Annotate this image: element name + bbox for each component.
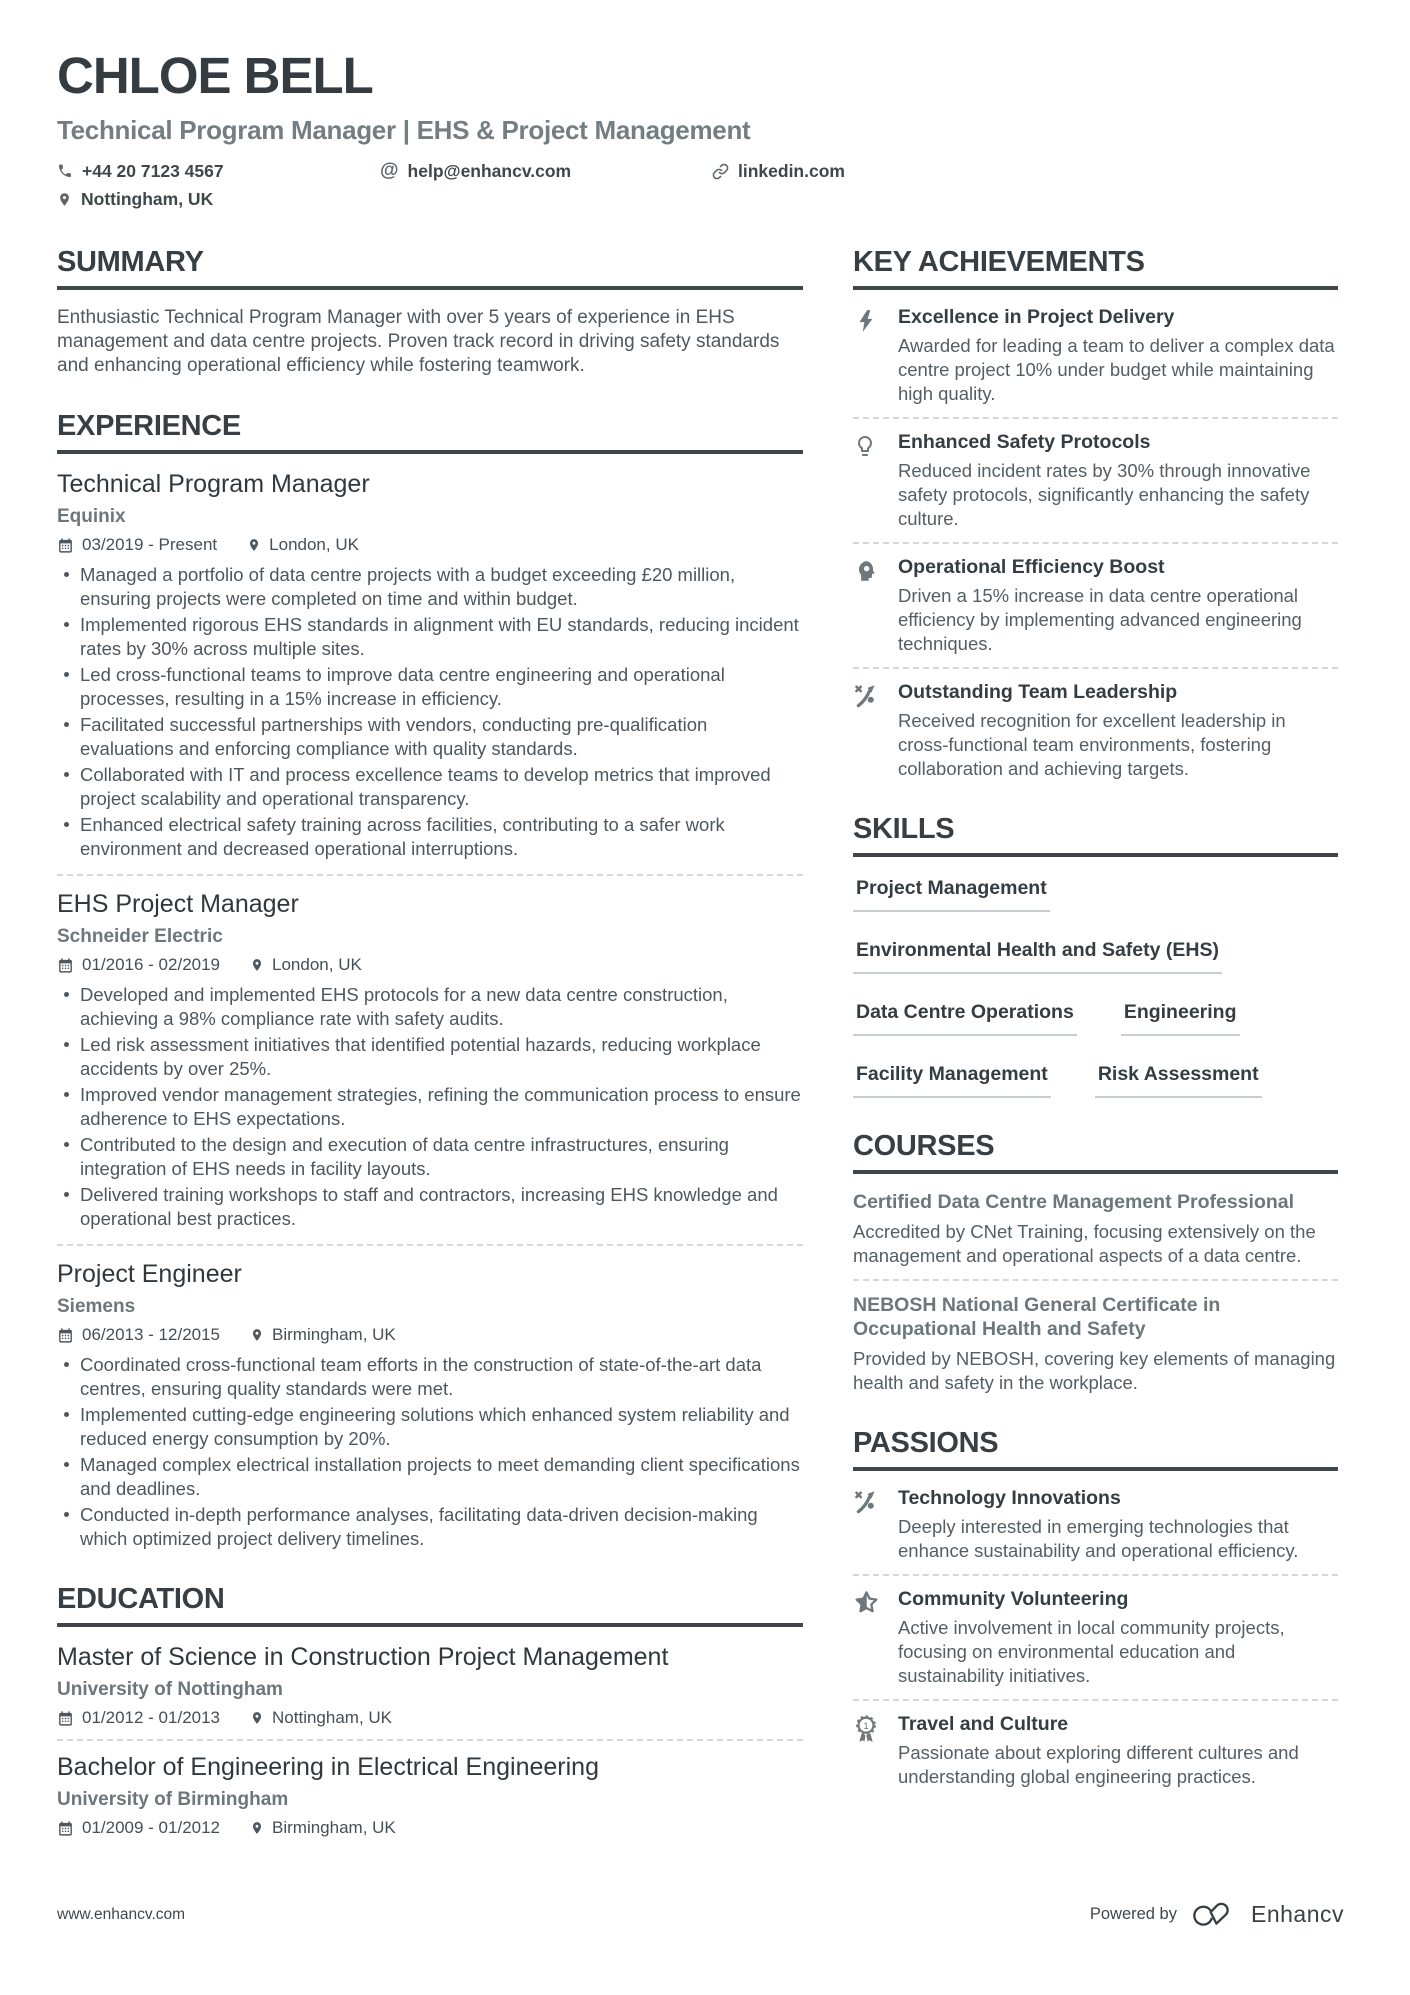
passion-description: Deeply interested in emerging technologies that enhance sustainability and operational efficiency. [898, 1516, 1299, 1561]
skill-tag: Project Management [853, 877, 1050, 912]
job-bullet: Managed a portfolio of data centre projects with a budget exceeding £20 million, ensuring projects were completed on time and within budget. [57, 563, 803, 611]
education-location-text: Birmingham, UK [272, 1818, 396, 1837]
education-dates [57, 1818, 220, 1838]
job-bullet: Implemented cutting-edge engineering solutions which enhanced system reliability and reduced energy consumption by 20%. [57, 1403, 803, 1451]
achievement-content [898, 306, 1338, 406]
contact-location [57, 189, 380, 210]
achievement-content [898, 681, 1338, 781]
job-bullet: Led cross-functional teams to improve data centre engineering and operational processes, resulting in a 15% increase in efficiency. [57, 663, 803, 711]
skills-heading: SKILLS [853, 813, 1338, 857]
job-meta [57, 1325, 803, 1345]
job-entry [57, 890, 803, 1231]
courses-heading: COURSES [853, 1130, 1338, 1174]
skills-list [853, 873, 1338, 1098]
location-pin-icon [247, 537, 261, 553]
education-meta [57, 1708, 803, 1728]
achievement-title: Operational Efficiency Boost [898, 556, 1165, 578]
job-dates-text: 03/2019 - Present [82, 535, 218, 554]
education-dates-text: 01/2012 - 01/2013 [82, 1708, 221, 1727]
skill-tag: Environmental Health and Safety (EHS) [853, 939, 1222, 974]
achievement-item [853, 431, 1338, 531]
calendar-icon [57, 957, 74, 974]
link-icon [712, 163, 729, 180]
education-dates-text: 01/2009 - 01/2012 [82, 1818, 221, 1837]
job-bullet: Facilitated successful partnerships with vendors, conducting pre-qualification evaluations and enforcing compliance with quality standards. [57, 713, 803, 761]
passions-heading: PASSIONS [853, 1427, 1338, 1471]
education-meta [57, 1818, 803, 1838]
job-location-text: London, UK [272, 955, 362, 974]
course-entry [853, 1293, 1338, 1395]
job-dates-text: 06/2013 - 12/2015 [82, 1325, 221, 1344]
summary-section [57, 246, 803, 378]
job-location [250, 1325, 396, 1345]
job-bullet: Led risk assessment initiatives that identified potential hazards, reducing workplace accidents by over 25%. [57, 1033, 803, 1081]
education-heading: EDUCATION [57, 1583, 803, 1627]
education-location [250, 1818, 396, 1838]
job-bullets [57, 1353, 803, 1551]
achievement-title: Excellence in Project Delivery [898, 306, 1175, 328]
degree-title: Bachelor of Engineering in Electrical Engineering [57, 1753, 599, 1781]
company-name: Equinix [57, 506, 126, 527]
passion-title: Technology Innovations [898, 1487, 1121, 1509]
at-icon: @ [380, 160, 399, 181]
lightbulb-icon [853, 431, 883, 531]
school-name: University of Nottingham [57, 1679, 283, 1700]
passion-content [898, 1588, 1338, 1688]
education-location-text: Nottingham, UK [272, 1708, 393, 1727]
summary-text: Enthusiastic Technical Program Manager with over 5 years of experience in EHS management and data centre projects. Proven track record in driving safety standards and enhancing operational efficiency while fostering teamwork. [57, 307, 780, 376]
svg-text:1: 1 [863, 1721, 869, 1732]
course-title: NEBOSH National General Certificate in Occupational Health and Safety [853, 1294, 1221, 1340]
job-entry [57, 1260, 803, 1551]
achievement-description: Reduced incident rates by 30% through innovative safety protocols, significantly enhancing the safety culture. [898, 460, 1311, 529]
achievement-item [853, 306, 1338, 406]
powered-by [1090, 1900, 1344, 1929]
divider [853, 542, 1338, 544]
course-description: Provided by NEBOSH, covering key elements of managing health and safety in the workplace. [853, 1348, 1336, 1393]
summary-heading: SUMMARY [57, 246, 803, 290]
passion-content [898, 1713, 1338, 1789]
job-bullet: Developed and implemented EHS protocols for a new data centre construction, achieving a 98% compliance rate with safety audits. [57, 983, 803, 1031]
company-name: Schneider Electric [57, 926, 223, 947]
achievement-description: Awarded for leading a team to deliver a complex data centre project 10% under budget while maintaining high quality. [898, 335, 1335, 404]
skill-tag: Engineering [1121, 1001, 1240, 1036]
email-address[interactable]: help@enhancv.com [407, 160, 572, 181]
achievement-item [853, 681, 1338, 781]
divider [853, 667, 1338, 669]
skill-tag: Risk Assessment [1095, 1063, 1262, 1098]
page-footer [57, 1900, 1344, 1929]
job-dates [57, 535, 217, 555]
site-link[interactable]: www.enhancv.com [57, 1905, 186, 1923]
job-bullet: Enhanced electrical safety training across facilities, contributing to a safer work environment and decreased operational interruptions. [57, 813, 803, 861]
job-dates [57, 955, 220, 975]
course-entry [853, 1190, 1338, 1268]
education-location [250, 1708, 392, 1728]
website-url[interactable]: linkedin.com [738, 160, 845, 181]
job-title: EHS Project Manager [57, 890, 299, 918]
medal-icon [853, 1713, 883, 1789]
divider [853, 417, 1338, 419]
job-location-text: London, UK [269, 535, 359, 554]
experience-heading: EXPERIENCE [57, 410, 803, 454]
achievement-title: Outstanding Team Leadership [898, 681, 1178, 703]
job-meta [57, 955, 803, 975]
achievement-description: Driven a 15% increase in data centre operational efficiency by implementing advanced engineering techniques. [898, 585, 1302, 654]
company-name: Siemens [57, 1296, 136, 1317]
job-entry [57, 470, 803, 861]
job-bullet: Coordinated cross-functional team efforts in the construction of state-of-the-art data centres, ensuring quality standards were met. [57, 1353, 803, 1401]
education-section [57, 1583, 803, 1838]
divider [57, 1244, 803, 1246]
left-column [57, 224, 803, 1846]
person-headline: Technical Program Manager | EHS & Project Management [57, 115, 751, 145]
right-column [853, 224, 1338, 1846]
job-title: Technical Program Manager [57, 470, 370, 498]
passion-description: Active involvement in local community projects, focusing on environmental education and sustainability initiatives. [898, 1617, 1285, 1686]
enhancv-logo-icon [1191, 1900, 1237, 1929]
lightning-icon [853, 306, 883, 406]
job-bullet: Collaborated with IT and process excellence teams to develop metrics that improved project scalability and operational transparency. [57, 763, 803, 811]
divider [853, 1699, 1338, 1701]
phone-number: +44 20 7123 4567 [82, 160, 224, 181]
passion-description: Passionate about exploring different cultures and understanding global engineering practices. [898, 1742, 1299, 1787]
education-dates [57, 1708, 220, 1728]
course-description: Accredited by CNet Training, focusing extensively on the management and operational aspects of a data centre. [853, 1221, 1316, 1266]
skill-tag: Facility Management [853, 1063, 1051, 1098]
job-meta [57, 535, 803, 555]
achievement-item [853, 556, 1338, 656]
calendar-icon [57, 537, 74, 554]
location-pin-icon [250, 1820, 264, 1836]
contact-phone [57, 160, 380, 182]
achievements-heading: KEY ACHIEVEMENTS [853, 246, 1338, 290]
passion-item [853, 1487, 1338, 1563]
education-entry [57, 1643, 803, 1728]
divider [853, 1574, 1338, 1576]
passion-title: Community Volunteering [898, 1588, 1129, 1610]
job-bullet: Contributed to the design and execution of data centre infrastructures, ensuring integration of EHS needs in facility layouts. [57, 1133, 803, 1181]
skill-tag: Data Centre Operations [853, 1001, 1077, 1036]
divider [57, 874, 803, 876]
courses-section [853, 1130, 1338, 1395]
job-bullet: Conducted in-depth performance analyses, facilitating data-driven decision-making which optimized project delivery timelines. [57, 1503, 803, 1551]
passion-item [853, 1713, 1338, 1789]
education-entry [57, 1753, 803, 1838]
achievement-description: Received recognition for excellent leadership in cross-functional team environments, fostering collaboration and achieving targets. [898, 710, 1286, 779]
resume-body [0, 210, 1410, 1846]
strategy-icon [853, 1487, 883, 1563]
contact-website[interactable] [712, 160, 1338, 182]
brand-name: Enhancv [1250, 1901, 1344, 1927]
location-pin-icon [250, 1327, 264, 1343]
passion-content [898, 1487, 1338, 1563]
skills-section [853, 813, 1338, 1098]
job-location [250, 955, 362, 975]
job-bullets [57, 563, 803, 861]
job-bullet: Managed complex electrical installation projects to meet demanding client specifications and deadlines. [57, 1453, 803, 1501]
school-name: University of Birmingham [57, 1789, 289, 1810]
passion-title: Travel and Culture [898, 1713, 1069, 1735]
achievement-content [898, 556, 1338, 656]
location-pin-icon [250, 957, 264, 973]
job-bullet: Implemented rigorous EHS standards in alignment with EU standards, reducing incident rates by 30% across multiple sites. [57, 613, 803, 661]
experience-section [57, 410, 803, 1551]
location-pin-icon [250, 1710, 264, 1726]
person-name: CHLOE BELL [57, 47, 373, 104]
contact-email[interactable] [380, 160, 712, 182]
achievement-content [898, 431, 1338, 531]
job-dates [57, 1325, 220, 1345]
degree-title: Master of Science in Construction Project Management [57, 1643, 669, 1671]
divider [853, 1279, 1338, 1281]
resume-header [0, 0, 1410, 210]
phone-icon [57, 163, 73, 179]
job-dates-text: 01/2016 - 02/2019 [82, 955, 221, 974]
divider [57, 1739, 803, 1741]
calendar-icon [57, 1327, 74, 1344]
job-location [247, 535, 359, 555]
calendar-icon [57, 1820, 74, 1837]
job-bullet: Improved vendor management strategies, refining the communication process to ensure adherence to EHS expectations. [57, 1083, 803, 1131]
course-title: Certified Data Centre Management Professional [853, 1191, 1295, 1213]
passions-section [853, 1427, 1338, 1789]
location-pin-icon [57, 191, 72, 208]
passion-item [853, 1588, 1338, 1688]
job-bullet: Delivered training workshops to staff and contractors, increasing EHS knowledge and operational best practices. [57, 1183, 803, 1231]
contact-info [57, 160, 1338, 210]
strategy-icon [853, 681, 883, 781]
job-title: Project Engineer [57, 1260, 242, 1288]
calendar-icon [57, 1710, 74, 1727]
star-icon [853, 1588, 883, 1688]
mind-icon [853, 556, 883, 656]
achievement-title: Enhanced Safety Protocols [898, 431, 1151, 453]
location-text: Nottingham, UK [81, 189, 214, 209]
achievements-section [853, 246, 1338, 781]
job-location-text: Birmingham, UK [272, 1325, 396, 1344]
powered-by-label: Powered by [1089, 1905, 1177, 1923]
job-bullets [57, 983, 803, 1231]
